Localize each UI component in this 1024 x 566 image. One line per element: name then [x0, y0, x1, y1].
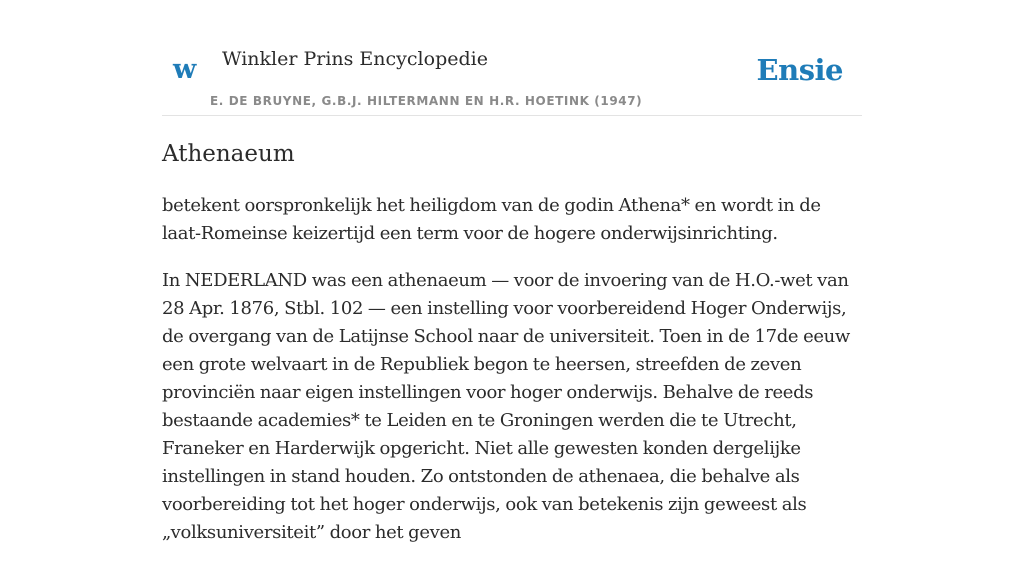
article-paragraph: betekent oorspronkelijk het heiligdom van de godin Athena* en wordt in de laat-Romeinse keizertijd een term voor de hogere onderwijsinrichting. [162, 195, 821, 244]
source-title[interactable]: Winkler Prins Encyclopedie [222, 48, 488, 70]
article-page [162, 0, 862, 543]
source-authors: E. DE BRUYNE, G.B.J. HILTERMANN EN H.R. HOETINK (1947) [210, 94, 643, 108]
brand-logo[interactable]: Ensie [756, 53, 843, 87]
source-header [162, 0, 862, 116]
article-paragraph: In NEDERLAND was een athenaeum — voor de invoering van de H.O.-wet van 28 Apr. 1876, Stbl. 102 — een instelling voor voorbereidend Hoger Onderwijs, de overgang van de Latijnse School naar de universiteit. Toen in de 17de eeuw een grote welvaart in de Republiek begon te heersen, streefden de zeven provinciën naar eigen instellingen voor hoger onderwijs. Behalve de reeds bestaande academies* te Leiden en te Groningen werden die te Utrecht, Franeker en Harderwijk opgericht. Niet alle gewesten konden dergelijke instellingen in stand houden. Zo ontstonden de athenaea, die behalve als voorbereiding tot het hoger onderwijs, ook van betekenis zijn geweest als „volksuniversiteit” door het geven [162, 270, 850, 543]
source-logo[interactable]: w [173, 54, 197, 85]
article-body [162, 192, 862, 566]
article-title: Athenaeum [162, 141, 295, 167]
